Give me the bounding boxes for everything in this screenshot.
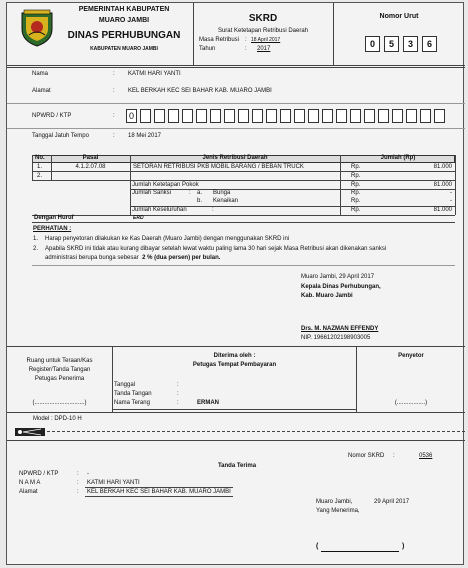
masa-colon: : xyxy=(245,37,247,43)
stub-npwrd-colon: : xyxy=(77,471,79,477)
stub-blank-close: ) xyxy=(402,543,405,550)
stub-nama-label: N A M A xyxy=(19,480,41,486)
receipt-left-2: Register/Tanda Tangan xyxy=(28,367,91,373)
keseluruhan-amount: 81.000 xyxy=(433,207,452,213)
npwrd-box xyxy=(434,109,445,123)
nama-terang-colon: : xyxy=(177,400,179,406)
receipt-right-title: Penyetor xyxy=(398,353,424,359)
stub-alamat-label: Alamat xyxy=(19,489,38,495)
huruf-label: Dengan Huruf xyxy=(34,215,74,221)
tahun-value: 2017 xyxy=(257,46,271,52)
table-row-1-jenis: SETORAN RETRIBUSI PKB MOBIL BARANG / BEBAN TRUCK xyxy=(133,164,304,170)
stub-alamat-value: KEL BERKAH KEC SEI BAHAR KAB. MUARO JAMBI xyxy=(87,489,231,495)
nomor-urut-digit-3: 3 xyxy=(403,36,418,52)
ttd-label: Tanda Tangan xyxy=(114,391,152,397)
nomor-urut-digit-4: 6 xyxy=(422,36,437,52)
npwrd-box xyxy=(252,109,263,123)
ttd-colon: : xyxy=(177,391,179,397)
stub-yang-menerima: Yang Menerima, xyxy=(316,508,360,514)
tanggal-colon: : xyxy=(177,382,179,388)
keseluruhan-colon: : xyxy=(212,207,214,213)
bunga-rp: Rp. xyxy=(351,190,361,196)
sig-office-2: Kab. Muaro Jambi xyxy=(301,293,353,299)
npwrd-box xyxy=(196,109,207,123)
stub-nomor-label: Nomor SKRD xyxy=(348,453,385,459)
receipt-center-title: Diterima oleh : xyxy=(213,353,256,359)
jatuh-tempo-value: 18 Mei 2017 xyxy=(128,133,162,139)
nama-terang-label: Nama Terang xyxy=(114,400,150,406)
sig-nip: NIP. 19661202198903005 xyxy=(301,335,371,341)
npwrd-box xyxy=(350,109,361,123)
npwrd-box xyxy=(364,109,375,123)
bunga-amount: - xyxy=(450,190,452,196)
npwrd-box xyxy=(294,109,305,123)
kenaikan-label: Kenaikan xyxy=(213,198,239,204)
npwrd-box xyxy=(168,109,179,123)
npwrd-box xyxy=(322,109,333,123)
notes-item-2: Apabila SKRD ini tidak atau kurang dibayar setelah lewat waktu paling lama 30 hari sejak Masa Retribusi akan dikenakan sanksi xyxy=(45,246,387,252)
npwrd-box xyxy=(280,109,291,123)
agency-name: DINAS PERHUBUNGAN xyxy=(67,30,181,41)
jatuh-tempo-label: Tanggal Jatuh Tempo xyxy=(32,133,89,139)
jatuh-tempo-colon: : xyxy=(113,133,115,139)
nama-label: Nama xyxy=(32,71,49,77)
sig-office-1: Kepala Dinas Perhubungan, xyxy=(301,284,381,290)
sanksi-colon: : xyxy=(189,190,191,196)
npwrd-box xyxy=(238,109,249,123)
npwrd-box-first: 0 xyxy=(126,109,137,123)
receipt-center-sub: Petugas Tempat Pembayaran xyxy=(192,362,277,368)
stub-nama-value: KATMI HARI YANTI xyxy=(87,480,140,486)
npwrd-box xyxy=(140,109,151,123)
notes-item-1: Harap penyetoran dilakukan ke Kas Daerah (Muaro Jambi) dengan menggunakan SKRD ini xyxy=(45,236,290,242)
stub-nomor-colon: : xyxy=(393,453,395,459)
receipt-left-3: Petugas Penerima xyxy=(34,376,85,382)
scissors-icon xyxy=(15,428,45,436)
notes-title: PERHATIAN : xyxy=(33,226,72,232)
table-row-2-rp: Rp. xyxy=(351,173,361,179)
receipt-left-blank: (..............................) xyxy=(32,400,87,406)
tahun-colon: : xyxy=(245,46,247,52)
tahun-label: Tahun xyxy=(199,46,216,52)
npwrd-box xyxy=(182,109,193,123)
stub-nama-colon: : xyxy=(77,480,79,486)
table-row-1-pasal: 4.1.2.07.08 xyxy=(75,164,106,170)
th-no: No. xyxy=(35,155,45,161)
sanksi-a: a. xyxy=(197,190,203,196)
receipt-left-1: Ruang untuk Teraan/Kas xyxy=(26,358,93,364)
ketetapan-rp: Rp. xyxy=(351,182,361,188)
table-row-1-no: 1. xyxy=(37,164,43,170)
bunga-label: Bunga xyxy=(213,190,231,196)
npwrd-box xyxy=(224,109,235,123)
huruf-value: ERD xyxy=(133,215,144,221)
npwrd-box xyxy=(406,109,417,123)
cut-line xyxy=(47,431,465,432)
keseluruhan-rp: Rp. xyxy=(351,207,361,213)
sanksi-label: Jumlah Sanksi xyxy=(132,190,172,196)
alamat-label: Alamat xyxy=(32,88,51,94)
tanggal-label: Tanggal xyxy=(114,382,136,388)
stub-title: Tanda Terima xyxy=(217,463,257,469)
npwrd-colon: : xyxy=(113,113,115,119)
ketetapan-amount: 81.000 xyxy=(433,182,452,188)
npwrd-box xyxy=(154,109,165,123)
doc-title: SKRD xyxy=(248,13,278,24)
masa-label: Masa Retribusi xyxy=(199,37,240,43)
th-jenis: Jenis Retribusi Daerah xyxy=(202,155,268,161)
nama-terang-value: ERMAN xyxy=(197,400,219,406)
masa-value: 18 April 2017 xyxy=(251,37,281,43)
model-code: Model : DPD-10 H xyxy=(33,416,82,422)
nomor-urut-digit-1: 0 xyxy=(365,36,380,52)
nama-value: KATMI HARI YANTI xyxy=(128,71,181,77)
nomor-urut-digit-2: 5 xyxy=(384,36,399,52)
npwrd-box xyxy=(308,109,319,123)
nama-colon: : xyxy=(113,71,115,77)
skrd-document xyxy=(6,2,464,565)
alamat-value: KEL BERKAH KEC SEI BAHAR KAB. MUARO JAMBI xyxy=(128,88,272,94)
alamat-colon: : xyxy=(113,88,115,94)
npwrd-box xyxy=(378,109,389,123)
ketetapan-label: Jumlah Ketetapan Pokok xyxy=(132,182,199,188)
table-row-1-amount: 81.000 xyxy=(433,164,452,170)
stub-blank-open: ( xyxy=(316,543,319,550)
notes-item-2b-bold: 2 % (dua persen) per bulan. xyxy=(142,255,221,261)
npwrd-box xyxy=(266,109,277,123)
doc-subtitle: Surat Ketetapan Retribusi Daerah xyxy=(217,28,309,34)
th-jumlah: Jumlah (Rp) xyxy=(380,155,416,161)
gov-line2: MUARO JAMBI xyxy=(98,17,150,24)
stub-npwrd-label: NPWRD / KTP xyxy=(19,471,59,477)
npwrd-box xyxy=(392,109,403,123)
notes-item-2b xyxy=(45,255,220,261)
notes-item-2b-pre: administrasi berupa bunga sebesar xyxy=(45,255,139,261)
sig-name: Drs. M. NAZMAN EFFENDY xyxy=(301,326,379,332)
npwrd-box xyxy=(210,109,221,123)
stub-npwrd-value: - xyxy=(87,471,89,477)
receipt-right-blank: (.................) xyxy=(394,400,428,406)
kenaikan-rp: Rp. xyxy=(351,198,361,204)
logo-emblem xyxy=(19,9,55,47)
table-row-1-rp: Rp. xyxy=(351,164,361,170)
notes-2-no: 2. xyxy=(33,246,39,252)
nomor-urut-label: Nomor Urut xyxy=(379,13,419,20)
table-row-2-no: 2. xyxy=(37,173,43,179)
sanksi-b: b. xyxy=(197,198,203,204)
kenaikan-amount: - xyxy=(450,198,452,204)
stub-alamat-colon: : xyxy=(77,489,79,495)
th-pasal: Pasal xyxy=(82,155,99,161)
gov-line1: PEMERINTAH KABUPATEN xyxy=(78,6,170,13)
npwrd-box xyxy=(336,109,347,123)
sig-place-date: Muaro Jambi, 29 April 2017 xyxy=(301,274,375,280)
notes-1-no: 1. xyxy=(33,236,39,242)
stub-place: Muaro Jambi, xyxy=(316,499,353,505)
stub-nomor-value: 0536 xyxy=(419,453,433,459)
npwrd-label: NPWRD / KTP xyxy=(32,113,72,119)
keseluruhan-label: Jumlah Keseluruhan xyxy=(132,207,187,213)
stub-date: 29 April 2017 xyxy=(374,499,410,505)
agency-sub: KABUPATEN MUARO JAMBI xyxy=(90,46,158,52)
npwrd-box xyxy=(420,109,431,123)
